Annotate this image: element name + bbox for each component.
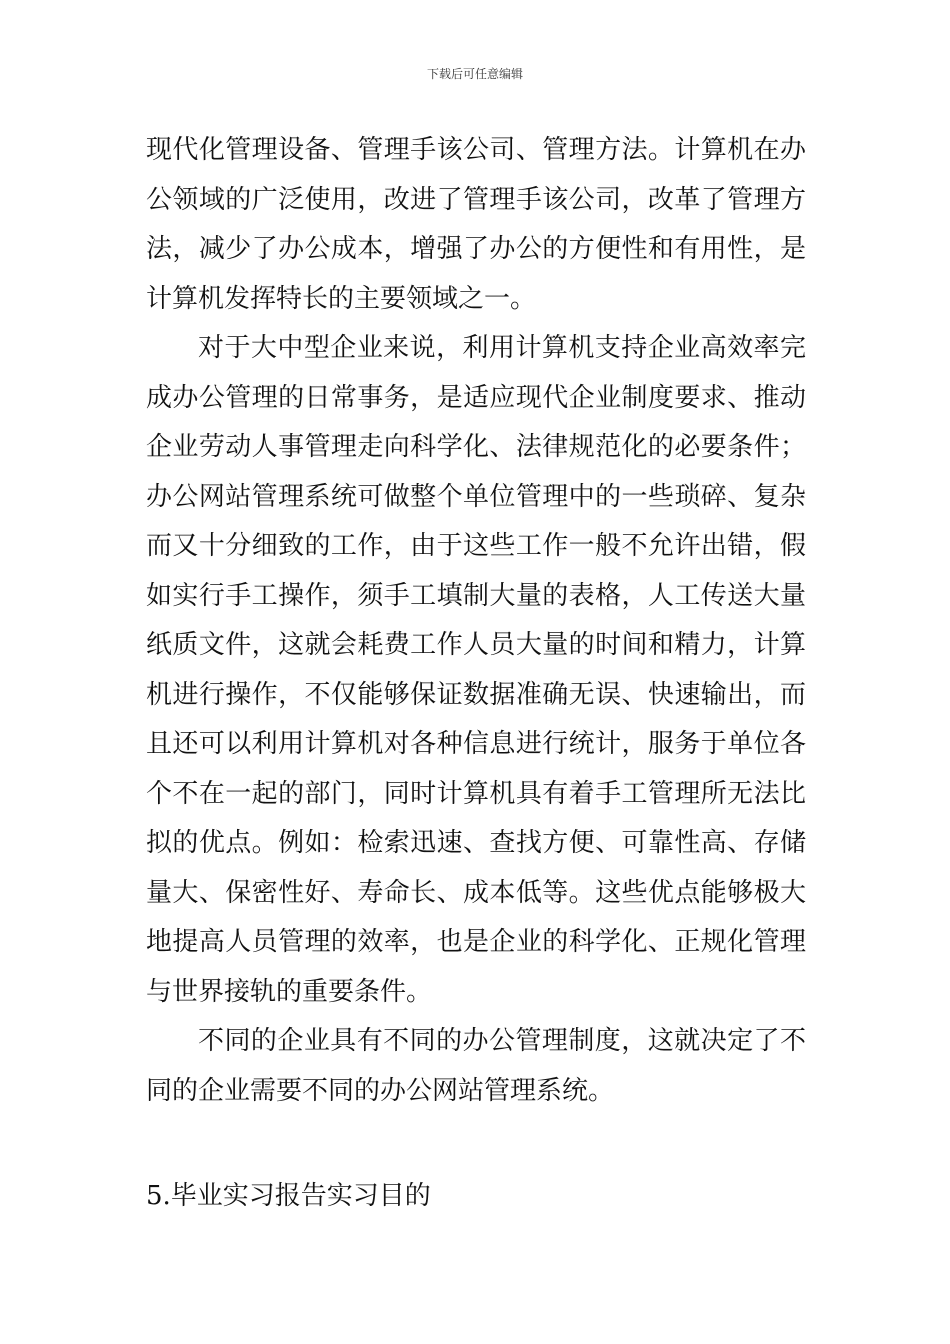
body-text — [146, 126, 806, 1116]
paragraph-3: 不同的企业具有不同的办公管理制度，这就决定了不同的企业需要不同的办公网站管理系统。 — [146, 1026, 806, 1106]
paragraph-1: 现代化管理设备、管理手该公司、管理方法。计算机在办公领域的广泛使用，改进了管理手该公司，改革了管理方法，减少了办公成本，增强了办公的方便性和有用性，是计算机发挥特长的主要领域之一。 — [146, 135, 806, 314]
section-title: 5.毕业实习报告实习目的 — [146, 1181, 431, 1211]
page-header: 下载后可任意编辑 — [426, 67, 523, 81]
paragraph-2: 对于大中型企业来说，利用计算机支持企业高效率完成办公管理的日常事务，是适应现代企业制度要求、推动企业劳动人事管理走向科学化、法律规范化的必要条件；办公网站管理系统可做整个单位管理中的一些琐碎、复杂而又十分细致的工作，由于这些工作一般不允许出错，假如实行手工操作，须手工填制大量的表格，人工传送大量纸质文件，这就会耗费工作人员大量的时间和精力，计算机进行操作，不仅能够保证数据准确无误、快速输出，而且还可以利用计算机对各种信息进行统计，服务于单位各个不在一起的部门，同时计算机具有着手工管理所无法比拟的优点。例如：检索迅速、查找方便、可靠性高、存储量大、保密性好、寿命长、成本低等。这些优点能够极大地提高人员管理的效率，也是企业的科学化、正规化管理与世界接轨的重要条件。 — [146, 333, 806, 1007]
